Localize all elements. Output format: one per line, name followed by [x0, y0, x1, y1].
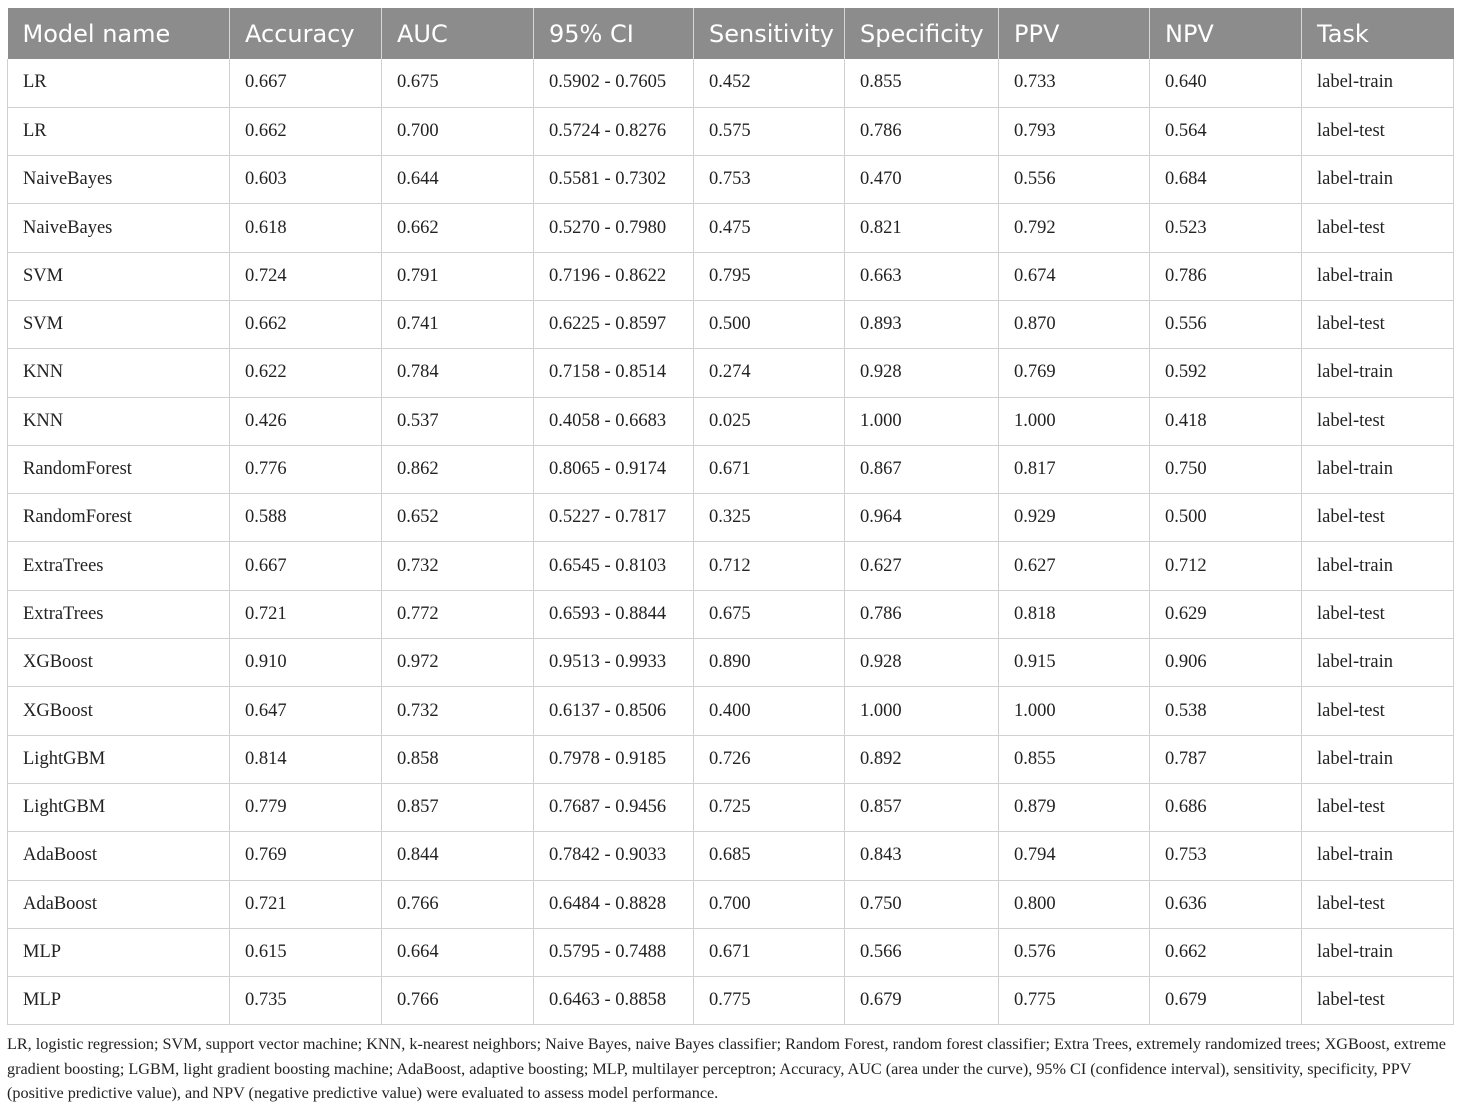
cell-npv: 0.686	[1150, 783, 1302, 831]
cell-sensitivity: 0.795	[694, 252, 845, 300]
cell-task: label-test	[1302, 204, 1454, 252]
cell-ci-95: 0.6137 - 0.8506	[534, 687, 694, 735]
cell-sensitivity: 0.274	[694, 349, 845, 397]
cell-model-name: AdaBoost	[8, 832, 230, 880]
cell-ppv: 0.674	[999, 252, 1150, 300]
cell-ci-95: 0.5724 - 0.8276	[534, 107, 694, 155]
cell-npv: 0.662	[1150, 928, 1302, 976]
cell-model-name: SVM	[8, 300, 230, 348]
table-row	[8, 397, 1454, 445]
cell-sensitivity: 0.753	[694, 156, 845, 204]
cell-model-name: LR	[8, 107, 230, 155]
cell-ci-95: 0.8065 - 0.9174	[534, 445, 694, 493]
cell-auc: 0.644	[382, 156, 534, 204]
cell-npv: 0.523	[1150, 204, 1302, 252]
cell-sensitivity: 0.700	[694, 880, 845, 928]
column-header-model-name: Model name	[8, 8, 230, 59]
cell-ppv: 0.879	[999, 783, 1150, 831]
cell-task: label-train	[1302, 156, 1454, 204]
table-row	[8, 494, 1454, 542]
cell-sensitivity: 0.325	[694, 494, 845, 542]
cell-npv: 0.640	[1150, 59, 1302, 107]
cell-ci-95: 0.5581 - 0.7302	[534, 156, 694, 204]
cell-task: label-train	[1302, 639, 1454, 687]
cell-accuracy: 0.622	[230, 349, 382, 397]
table-row	[8, 349, 1454, 397]
table-footnote: LR, logistic regression; SVM, support vector machine; KNN, k-nearest neighbors; Naive Bayes, naive Bayes classifier; Random Forest, random forest classifier; Extra Trees, extremely randomized trees; XGBoost, extreme gradient boosting; LGBM, light gradient boosting machine; AdaBoost, adaptive boosting; MLP, multilayer perceptron; Accuracy, AUC (area under the curve), 95% CI (confidence interval), sensitivity, specificity, PPV (positive predictive value), and NPV (negative predictive value) were evaluated to assess model performance.	[7, 1035, 1446, 1102]
column-header-npv: NPV	[1150, 8, 1302, 59]
cell-sensitivity: 0.500	[694, 300, 845, 348]
cell-task: label-test	[1302, 880, 1454, 928]
cell-npv: 0.906	[1150, 639, 1302, 687]
cell-auc: 0.784	[382, 349, 534, 397]
cell-model-name: LightGBM	[8, 735, 230, 783]
cell-sensitivity: 0.890	[694, 639, 845, 687]
cell-accuracy: 0.588	[230, 494, 382, 542]
cell-ci-95: 0.6484 - 0.8828	[534, 880, 694, 928]
cell-npv: 0.636	[1150, 880, 1302, 928]
cell-npv: 0.786	[1150, 252, 1302, 300]
cell-ppv: 0.817	[999, 445, 1150, 493]
cell-model-name: XGBoost	[8, 639, 230, 687]
cell-model-name: NaiveBayes	[8, 156, 230, 204]
column-header-sensitivity: Sensitivity	[694, 8, 845, 59]
cell-accuracy: 0.615	[230, 928, 382, 976]
cell-specificity: 0.679	[845, 977, 999, 1025]
table-row	[8, 687, 1454, 735]
cell-ci-95: 0.7842 - 0.9033	[534, 832, 694, 880]
cell-specificity: 0.857	[845, 783, 999, 831]
cell-model-name: XGBoost	[8, 687, 230, 735]
cell-model-name: KNN	[8, 397, 230, 445]
cell-task: label-train	[1302, 349, 1454, 397]
cell-specificity: 0.893	[845, 300, 999, 348]
cell-model-name: RandomForest	[8, 445, 230, 493]
cell-ppv: 0.855	[999, 735, 1150, 783]
cell-npv: 0.679	[1150, 977, 1302, 1025]
cell-accuracy: 0.724	[230, 252, 382, 300]
cell-ci-95: 0.5902 - 0.7605	[534, 59, 694, 107]
cell-ppv: 0.576	[999, 928, 1150, 976]
cell-sensitivity: 0.675	[694, 590, 845, 638]
cell-npv: 0.564	[1150, 107, 1302, 155]
table-body	[8, 59, 1454, 1025]
cell-auc: 0.741	[382, 300, 534, 348]
table-row	[8, 783, 1454, 831]
cell-accuracy: 0.603	[230, 156, 382, 204]
cell-sensitivity: 0.725	[694, 783, 845, 831]
cell-auc: 0.662	[382, 204, 534, 252]
cell-model-name: LR	[8, 59, 230, 107]
cell-sensitivity: 0.671	[694, 445, 845, 493]
table-row	[8, 107, 1454, 155]
cell-specificity: 0.821	[845, 204, 999, 252]
cell-task: label-train	[1302, 542, 1454, 590]
cell-npv: 0.753	[1150, 832, 1302, 880]
cell-specificity: 1.000	[845, 397, 999, 445]
cell-ppv: 0.627	[999, 542, 1150, 590]
cell-model-name: ExtraTrees	[8, 542, 230, 590]
table-row	[8, 204, 1454, 252]
cell-model-name: AdaBoost	[8, 880, 230, 928]
cell-specificity: 0.627	[845, 542, 999, 590]
cell-accuracy: 0.426	[230, 397, 382, 445]
cell-auc: 0.858	[382, 735, 534, 783]
cell-npv: 0.500	[1150, 494, 1302, 542]
table-row	[8, 59, 1454, 107]
cell-task: label-test	[1302, 783, 1454, 831]
cell-ppv: 1.000	[999, 397, 1150, 445]
cell-specificity: 0.928	[845, 639, 999, 687]
cell-model-name: LightGBM	[8, 783, 230, 831]
cell-specificity: 0.786	[845, 590, 999, 638]
table-header	[8, 8, 1454, 59]
cell-ci-95: 0.7978 - 0.9185	[534, 735, 694, 783]
cell-specificity: 0.470	[845, 156, 999, 204]
results-table-container	[7, 8, 1453, 1025]
cell-auc: 0.537	[382, 397, 534, 445]
cell-ppv: 0.800	[999, 880, 1150, 928]
cell-sensitivity: 0.671	[694, 928, 845, 976]
cell-auc: 0.772	[382, 590, 534, 638]
cell-ppv: 0.792	[999, 204, 1150, 252]
cell-specificity: 0.843	[845, 832, 999, 880]
cell-ppv: 0.915	[999, 639, 1150, 687]
cell-sensitivity: 0.575	[694, 107, 845, 155]
cell-auc: 0.766	[382, 977, 534, 1025]
cell-accuracy: 0.667	[230, 542, 382, 590]
cell-model-name: MLP	[8, 928, 230, 976]
cell-specificity: 0.964	[845, 494, 999, 542]
cell-auc: 0.675	[382, 59, 534, 107]
cell-accuracy: 0.721	[230, 590, 382, 638]
cell-ci-95: 0.6463 - 0.8858	[534, 977, 694, 1025]
cell-task: label-test	[1302, 687, 1454, 735]
cell-auc: 0.791	[382, 252, 534, 300]
cell-sensitivity: 0.452	[694, 59, 845, 107]
cell-specificity: 0.786	[845, 107, 999, 155]
cell-ppv: 0.775	[999, 977, 1150, 1025]
cell-ci-95: 0.9513 - 0.9933	[534, 639, 694, 687]
table-row	[8, 590, 1454, 638]
cell-auc: 0.972	[382, 639, 534, 687]
cell-auc: 0.844	[382, 832, 534, 880]
cell-task: label-train	[1302, 832, 1454, 880]
table-row	[8, 735, 1454, 783]
cell-ppv: 0.794	[999, 832, 1150, 880]
cell-task: label-test	[1302, 977, 1454, 1025]
cell-auc: 0.700	[382, 107, 534, 155]
cell-ci-95: 0.5227 - 0.7817	[534, 494, 694, 542]
column-header-task: Task	[1302, 8, 1454, 59]
cell-task: label-test	[1302, 590, 1454, 638]
cell-task: label-train	[1302, 445, 1454, 493]
cell-specificity: 0.892	[845, 735, 999, 783]
cell-ci-95: 0.7158 - 0.8514	[534, 349, 694, 397]
cell-npv: 0.684	[1150, 156, 1302, 204]
cell-ppv: 1.000	[999, 687, 1150, 735]
cell-ppv: 0.818	[999, 590, 1150, 638]
cell-model-name: MLP	[8, 977, 230, 1025]
cell-accuracy: 0.618	[230, 204, 382, 252]
cell-ppv: 0.870	[999, 300, 1150, 348]
cell-model-name: SVM	[8, 252, 230, 300]
cell-ci-95: 0.5795 - 0.7488	[534, 928, 694, 976]
cell-npv: 0.787	[1150, 735, 1302, 783]
model-performance-table	[7, 8, 1454, 1025]
cell-ci-95: 0.6225 - 0.8597	[534, 300, 694, 348]
cell-ci-95: 0.7196 - 0.8622	[534, 252, 694, 300]
cell-sensitivity: 0.685	[694, 832, 845, 880]
cell-model-name: KNN	[8, 349, 230, 397]
header-row	[8, 8, 1454, 59]
cell-task: label-test	[1302, 107, 1454, 155]
cell-model-name: ExtraTrees	[8, 590, 230, 638]
cell-npv: 0.629	[1150, 590, 1302, 638]
cell-sensitivity: 0.400	[694, 687, 845, 735]
cell-specificity: 1.000	[845, 687, 999, 735]
cell-accuracy: 0.910	[230, 639, 382, 687]
table-row	[8, 639, 1454, 687]
cell-npv: 0.750	[1150, 445, 1302, 493]
cell-auc: 0.862	[382, 445, 534, 493]
cell-task: label-test	[1302, 300, 1454, 348]
cell-ppv: 0.929	[999, 494, 1150, 542]
cell-npv: 0.418	[1150, 397, 1302, 445]
cell-specificity: 0.566	[845, 928, 999, 976]
column-header-accuracy: Accuracy	[230, 8, 382, 59]
cell-npv: 0.538	[1150, 687, 1302, 735]
cell-model-name: RandomForest	[8, 494, 230, 542]
cell-task: label-train	[1302, 735, 1454, 783]
cell-auc: 0.857	[382, 783, 534, 831]
cell-task: label-test	[1302, 397, 1454, 445]
table-row	[8, 832, 1454, 880]
cell-accuracy: 0.662	[230, 300, 382, 348]
table-row	[8, 977, 1454, 1025]
cell-ci-95: 0.6593 - 0.8844	[534, 590, 694, 638]
cell-ci-95: 0.4058 - 0.6683	[534, 397, 694, 445]
cell-sensitivity: 0.025	[694, 397, 845, 445]
cell-npv: 0.556	[1150, 300, 1302, 348]
cell-ppv: 0.556	[999, 156, 1150, 204]
cell-task: label-train	[1302, 928, 1454, 976]
cell-accuracy: 0.779	[230, 783, 382, 831]
column-header-ppv: PPV	[999, 8, 1150, 59]
cell-auc: 0.766	[382, 880, 534, 928]
cell-auc: 0.732	[382, 542, 534, 590]
cell-sensitivity: 0.475	[694, 204, 845, 252]
cell-sensitivity: 0.712	[694, 542, 845, 590]
cell-specificity: 0.855	[845, 59, 999, 107]
cell-accuracy: 0.735	[230, 977, 382, 1025]
cell-accuracy: 0.721	[230, 880, 382, 928]
cell-auc: 0.732	[382, 687, 534, 735]
cell-task: label-test	[1302, 494, 1454, 542]
cell-accuracy: 0.662	[230, 107, 382, 155]
cell-accuracy: 0.776	[230, 445, 382, 493]
cell-auc: 0.652	[382, 494, 534, 542]
table-row	[8, 880, 1454, 928]
cell-auc: 0.664	[382, 928, 534, 976]
cell-task: label-train	[1302, 59, 1454, 107]
cell-specificity: 0.663	[845, 252, 999, 300]
column-header-auc: AUC	[382, 8, 534, 59]
cell-npv: 0.592	[1150, 349, 1302, 397]
cell-npv: 0.712	[1150, 542, 1302, 590]
cell-model-name: NaiveBayes	[8, 204, 230, 252]
cell-ppv: 0.733	[999, 59, 1150, 107]
cell-ci-95: 0.5270 - 0.7980	[534, 204, 694, 252]
cell-specificity: 0.867	[845, 445, 999, 493]
table-row	[8, 252, 1454, 300]
cell-accuracy: 0.667	[230, 59, 382, 107]
cell-ppv: 0.769	[999, 349, 1150, 397]
cell-accuracy: 0.769	[230, 832, 382, 880]
cell-ppv: 0.793	[999, 107, 1150, 155]
cell-task: label-train	[1302, 252, 1454, 300]
column-header-specificity: Specificity	[845, 8, 999, 59]
table-row	[8, 445, 1454, 493]
cell-sensitivity: 0.775	[694, 977, 845, 1025]
cell-accuracy: 0.814	[230, 735, 382, 783]
column-header-ci-95: 95% CI	[534, 8, 694, 59]
cell-accuracy: 0.647	[230, 687, 382, 735]
cell-sensitivity: 0.726	[694, 735, 845, 783]
table-row	[8, 542, 1454, 590]
cell-specificity: 0.928	[845, 349, 999, 397]
table-row	[8, 156, 1454, 204]
cell-ci-95: 0.7687 - 0.9456	[534, 783, 694, 831]
cell-ci-95: 0.6545 - 0.8103	[534, 542, 694, 590]
table-row	[8, 928, 1454, 976]
cell-specificity: 0.750	[845, 880, 999, 928]
table-row	[8, 300, 1454, 348]
